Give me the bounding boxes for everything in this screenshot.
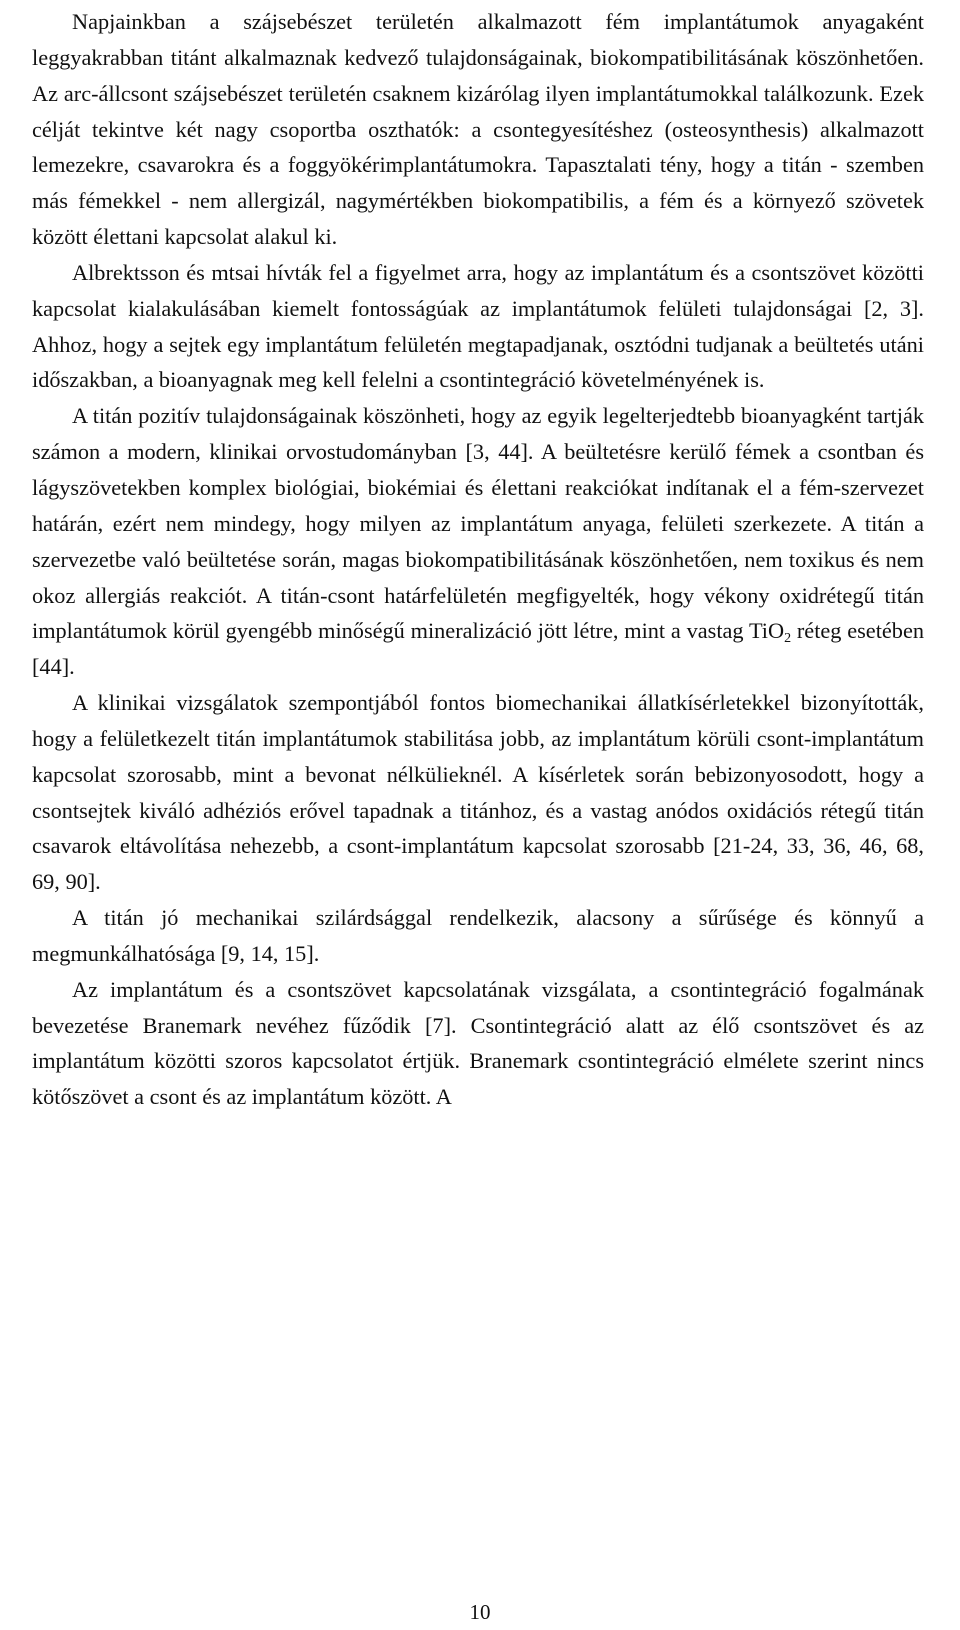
paragraph-albrektsson: Albrektsson és mtsai hívták fel a figyelmet arra, hogy az implantátum és a csontszövet közötti kapcsolat kialakulásában kiemelt fontosságúak az implantátumok felületi tulajdonságai [2, 3]. Ahhoz, hogy a sejtek egy implantátum felületén megtapadjanak, osztódni tudjanak a beültetés utáni időszakban, a bioanyagnak meg kell felelni a csontintegráció követelményének is. (32, 259, 924, 393)
subscript-2: 2 (784, 631, 792, 647)
paragraph-text: A titán pozitív tulajdonságainak köszönheti, hogy az egyik legelterjedtebb bioanyagként tartják számon a modern, klinikai orvostudományban [3, 44]. A beültetésre kerülő fémek a csontban és lágyszövetekben komplex biológiai, biokémiai és élettani reakciókat indítanak el a fém-szervezet határán, ezért nem mindegy, hogy milyen az implantátum anyaga, felületi szerkezete. A titán a szervezetbe való beültetése során, magas biokompatibilitásának köszönhetően, nem toxikus és nem okoz allergiás reakciót. A titán-csont határfelületén megfigyelték, hogy vékony oxidrétegű titán implantátumok körül gyengébb minőségű mineralizáció jött létre, mint a vastag TiO (32, 403, 924, 644)
paragraph-branemark: Az implantátum és a csontszövet kapcsolatának vizsgálata, a csontintegráció fogalmának bevezetése Branemark nevéhez fűződik [7]. Csontintegráció alatt az élő csontszövet és az implantátum közötti szoros kapcsolatot értjük. Branemark csontintegráció elmélete szerint nincs kötőszövet a csont és az implantátum között. A (32, 976, 924, 1110)
paragraph-titanium-properties (32, 398, 924, 685)
paragraph-text-continued: réteg esetében [44]. (32, 618, 924, 680)
body-text (32, 4, 924, 1115)
page-number: 10 (469, 1600, 491, 1624)
paragraph-mechanical-strength: A titán jó mechanikai szilárdsággal rendelkezik, alacsony a sűrűsége és könnyű a megmunkálhatósága [9, 14, 15]. (32, 905, 924, 966)
paragraph-titanium-implants: Napjainkban a szájsebészet területén alkalmazott fém implantátumok anyagaként leggyakrabban titánt alkalmaznak kedvező tulajdonságainak, biokompatibilitásának köszönhetően. Az arc-állcsont szájsebészet területén csaknem kizárólag ilyen implantátumokkal találkozunk. Ezek célját tekintve két nagy csoportba oszthatók: a csontegyesítéshez (osteosynthesis) alkalmazott lemezekre, csavarokra és a foggyökérimplantátumokra. Tapasztalati tény, hogy a titán - szemben más fémekkel - nem allergizál, nagymértékben biokompatibilis, a fém és a környező szövetek között élettani kapcsolat alakul ki. (32, 9, 924, 250)
paragraph-clinical-studies: A klinikai vizsgálatok szempontjából fontos biomechanikai állatkísérletekkel bizonyították, hogy a felületkezelt titán implantátumok stabilitása jobb, az implantátum körüli csont-implantátum kapcsolat szorosabb, mint a bevonat nélkülieknél. A kísérletek során bebizonyosodott, hogy a csontsejtek kiváló adhéziós erővel tapadnak a titánhoz, és a vastag anódos oxidációs rétegű titán csavarok eltávolítása nehezebb, a csont-implantátum kapcsolat szorosabb [21-24, 33, 36, 46, 68, 69, 90]. (32, 690, 924, 895)
